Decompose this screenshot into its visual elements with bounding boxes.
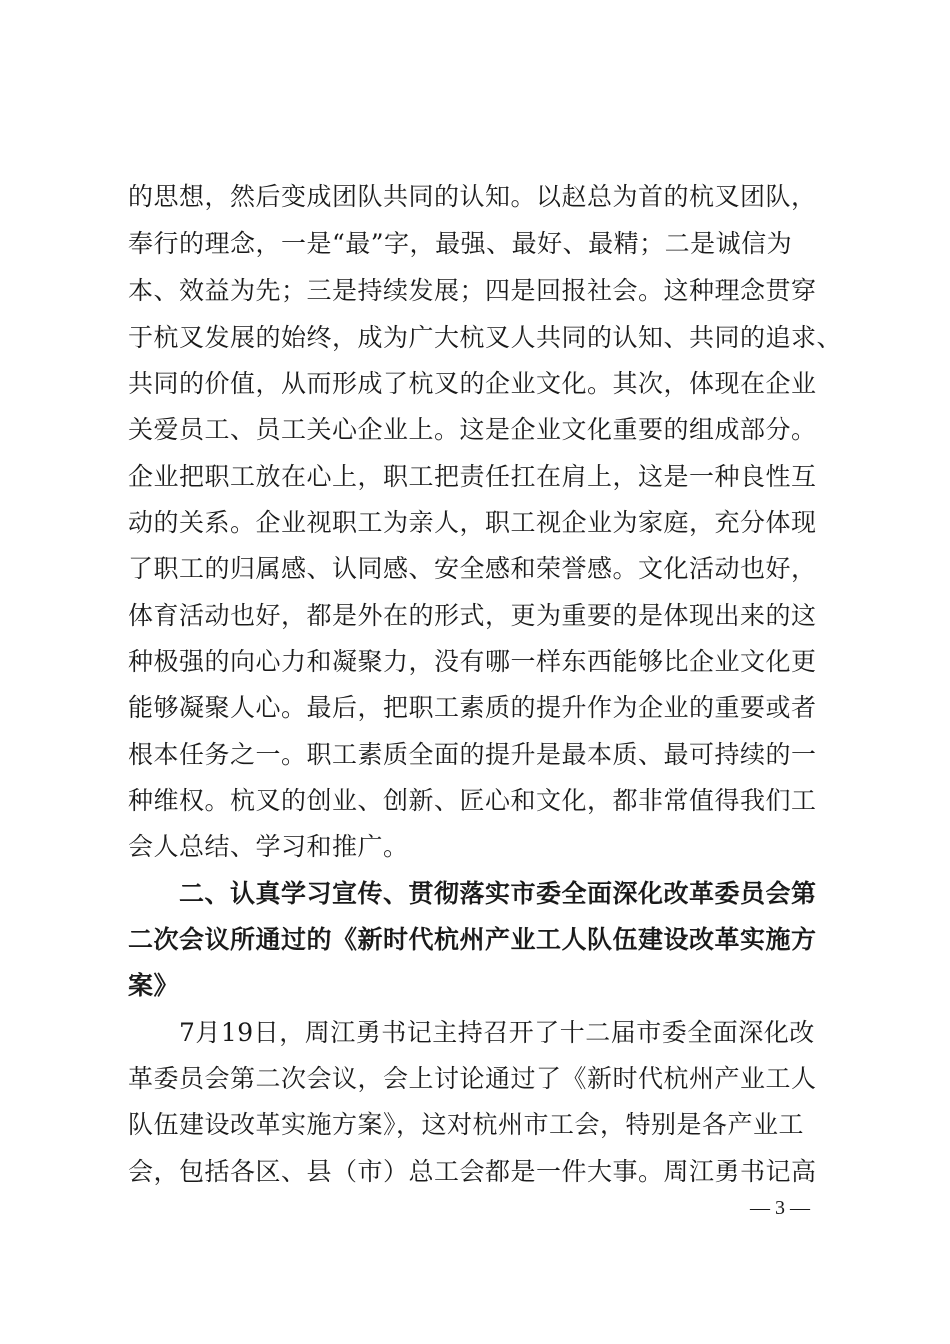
page-number: — 3 — bbox=[750, 1197, 810, 1219]
body-text-line: 企业把职工放在心上，职工把责任扛在肩上，这是一种良性互 bbox=[128, 462, 817, 491]
section-heading-line: 二、认真学习宣传、贯彻落实市委全面深化改革委员会第 bbox=[128, 879, 817, 908]
body-text-line: 能够凝聚人心。最后，把职工素质的提升作为企业的重要或者 bbox=[128, 693, 817, 722]
body-text-line: 革委员会第二次会议，会上讨论通过了《新时代杭州产业工人 bbox=[128, 1064, 817, 1093]
section-heading-line: 案》 bbox=[128, 971, 180, 1000]
body-text-line: 会人总结、学习和推广。 bbox=[128, 832, 409, 861]
body-text-line: 种维权。杭叉的创业、创新、匠心和文化，都非常值得我们工 bbox=[128, 786, 817, 815]
body-text-line: 种极强的向心力和凝聚力，没有哪一样东西能够比企业文化更 bbox=[128, 647, 817, 676]
body-text-line: 本、效益为先；三是持续发展；四是回报社会。这种理念贯穿 bbox=[128, 276, 817, 305]
body-text-line: 7月19日，周江勇书记主持召开了十二届市委全面深化改 bbox=[128, 1018, 815, 1047]
body-text-line: 于杭叉发展的始终，成为广大杭叉人共同的认知、共同的追求、 bbox=[128, 323, 843, 352]
body-text-line: 体育活动也好，都是外在的形式，更为重要的是体现出来的这 bbox=[128, 601, 817, 630]
body-text-line: 了职工的归属感、认同感、安全感和荣誉感。文化活动也好， bbox=[128, 554, 817, 583]
body-text-line: 会，包括各区、县（市）总工会都是一件大事。周江勇书记高 bbox=[128, 1157, 817, 1186]
body-text-line: 根本任务之一。职工素质全面的提升是最本质、最可持续的一 bbox=[128, 740, 817, 769]
body-text-line: 的思想，然后变成团队共同的认知。以赵总为首的杭叉团队， bbox=[128, 182, 817, 211]
body-text-line: 奉行的理念，一是“最”字，最强、最好、最精；二是诚信为 bbox=[128, 229, 793, 258]
body-text-line: 动的关系。企业视职工为亲人，职工视企业为家庭，充分体现 bbox=[128, 508, 817, 537]
body-text-line: 关爱员工、员工关心企业上。这是企业文化重要的组成部分。 bbox=[128, 415, 817, 444]
section-heading-line: 二次会议所通过的《新时代杭州产业工人队伍建设改革实施方 bbox=[128, 925, 817, 954]
body-text-line: 共同的价值，从而形成了杭叉的企业文化。其次，体现在企业 bbox=[128, 369, 817, 398]
body-text-line: 队伍建设改革实施方案》，这对杭州市工会，特别是各产业工 bbox=[128, 1110, 805, 1139]
